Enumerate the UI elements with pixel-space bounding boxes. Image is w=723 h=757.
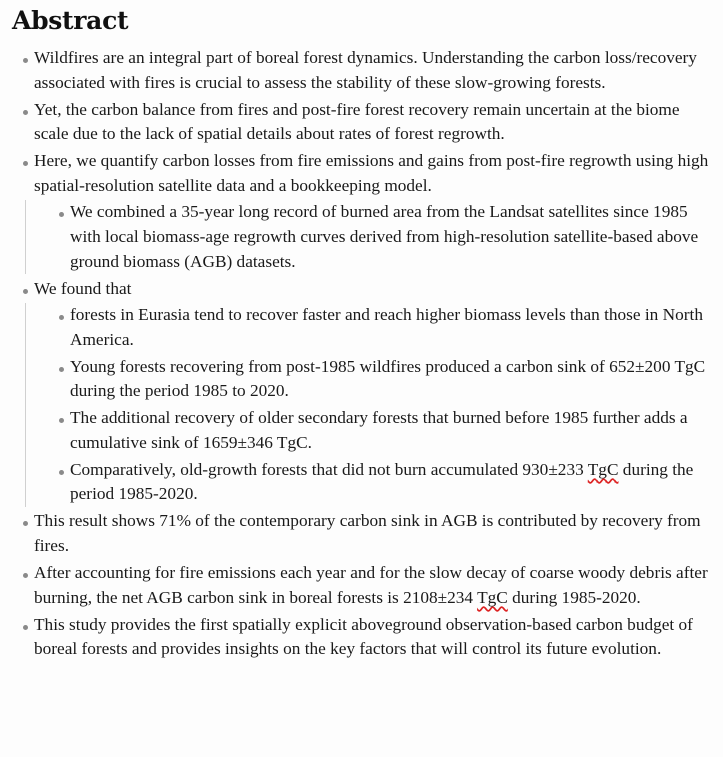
- bullet-item-1: Wildfires are an integral part of boreal forest dynamics. Understanding the carbon loss/recovery associated with fires is crucial to assess the stability of these slow-growing forests.: [12, 46, 709, 95]
- bullet-item-6: After accounting for fire emissions each year and for the slow decay of coarse woody debris after burning, the net AGB carbon sink in boreal forests is 2108±234 TgC during 1985-2020.: [12, 561, 709, 610]
- sub-bullet-item: We combined a 35-year long record of burned area from the Landsat satellites since 1985 with local biomass-age regrowth curves derived from high-resolution satellite-based above ground biomass (AGB) datasets.: [26, 200, 709, 274]
- sub-bullet-item: The additional recovery of older secondary forests that burned before 1985 further adds a cumulative sink of 1659±346 TgC.: [26, 406, 709, 455]
- abstract-bullet-list: [12, 46, 709, 662]
- sub-bullet-list: [25, 303, 709, 507]
- abstract-heading: Abstract: [12, 6, 129, 35]
- bullet-item-5: This result shows 71% of the contemporary carbon sink in AGB is contributed by recovery from fires.: [12, 509, 709, 558]
- spellcheck-word[interactable]: TgC: [477, 587, 508, 607]
- sub-bullet-item: Young forests recovering from post-1985 wildfires produced a carbon sink of 652±200 TgC during the period 1985 to 2020.: [26, 355, 709, 404]
- sub-bullet-list: [25, 200, 709, 274]
- bullet-item-7: This study provides the first spatially explicit aboveground observation-based carbon budget of boreal forests and provides insights on the key factors that will control its future evolution.: [12, 613, 709, 662]
- bullet-item-4: We found that forests in Eurasia tend to recover faster and reach higher biomass levels than those in North America. Young forests recovering from post-1985 wildfires produced a carbon sink of 652±200 TgC during the period 1985 to 2020. The additional recovery of older secondary forests that burned before 1985 further adds a cumulative sink of 1659±346 TgC. Comparatively, old-growth forests that did not burn accumulated 930±233 TgC during the period 1985-2020.: [12, 277, 709, 508]
- bullet-item-3: Here, we quantify carbon losses from fire emissions and gains from post-fire regrowth using high spatial-resolution satellite data and a bookkeeping model. We combined a 35-year long record of burned area from the Landsat satellites since 1985 with local biomass-age regrowth curves derived from high-resolution satellite-based above ground biomass (AGB) datasets.: [12, 149, 709, 274]
- bullet-item-2: Yet, the carbon balance from fires and post-fire forest recovery remain uncertain at the biome scale due to the lack of spatial details about rates of forest regrowth.: [12, 98, 709, 147]
- sub-bullet-item: forests in Eurasia tend to recover faster and reach higher biomass levels than those in North America.: [26, 303, 709, 352]
- spellcheck-word[interactable]: TgC: [587, 459, 619, 479]
- sub-bullet-item: Comparatively, old-growth forests that did not burn accumulated 930±233 TgC during the period 1985-2020.: [26, 458, 709, 507]
